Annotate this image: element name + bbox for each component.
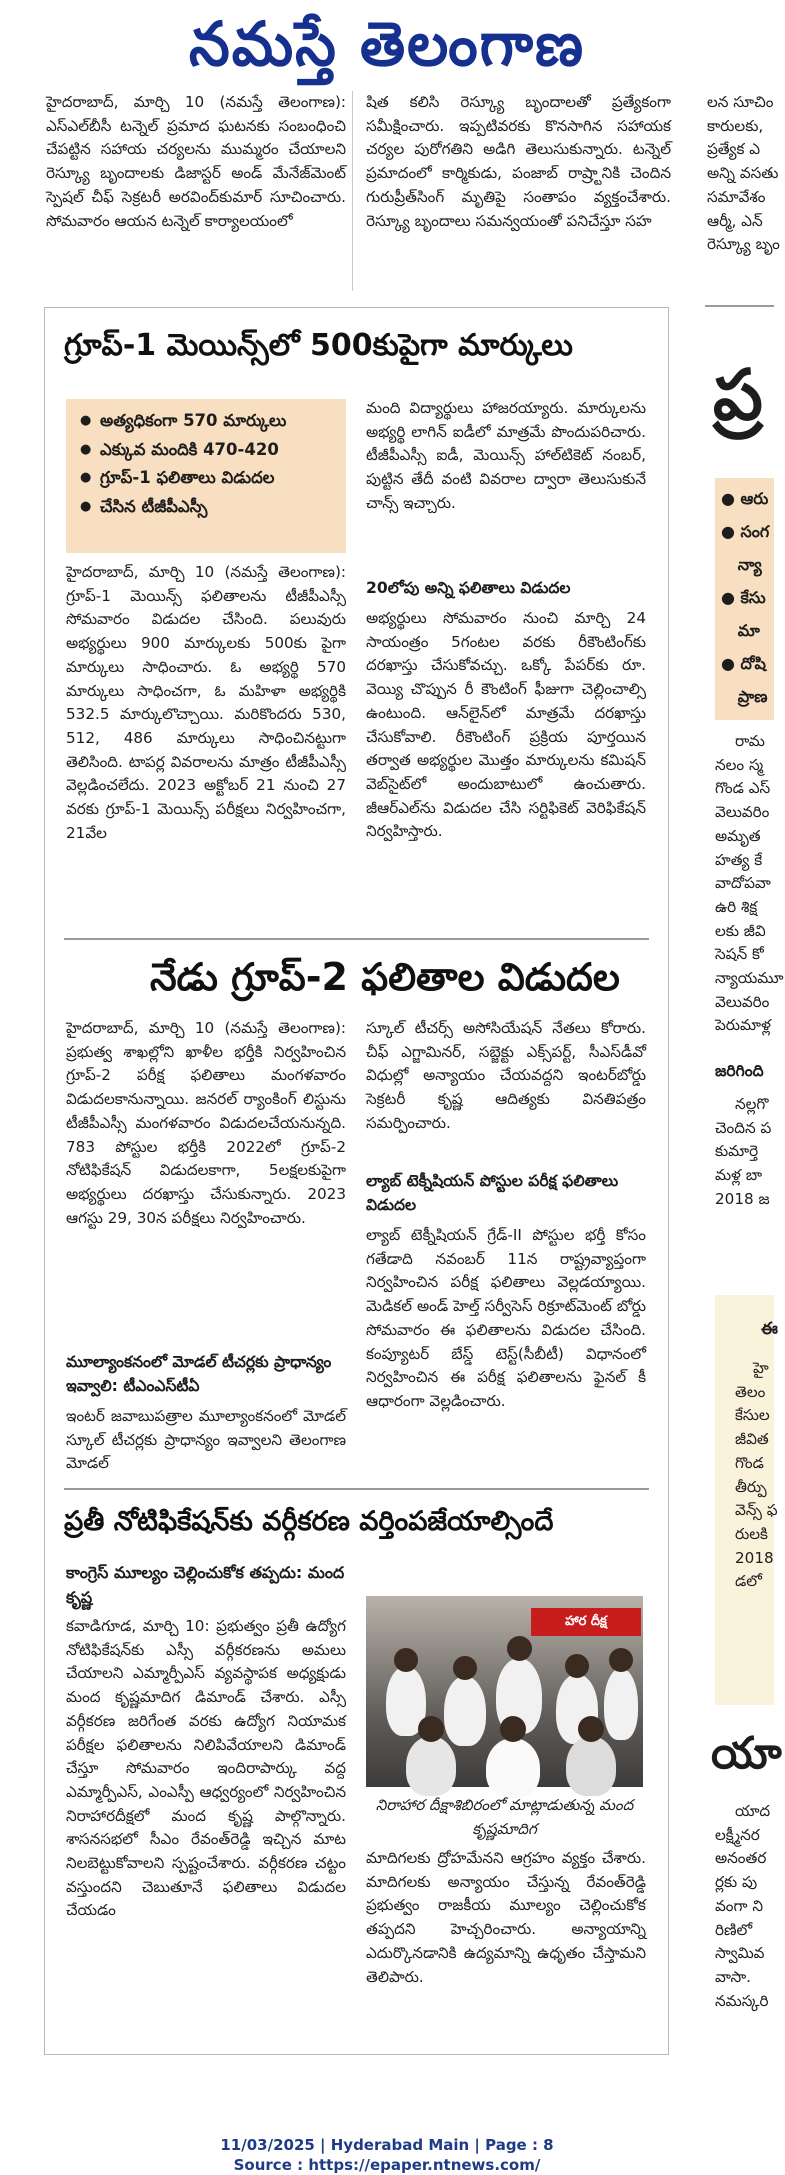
text-fragment: కుమార్తె [715,1142,759,1161]
article1-col2: మంది విద్యార్థులు హాజరయ్యారు. మార్కులను అభ్యర్థి లాగిన్ ఐడీలో మాత్రమే పొందుపరిచారు. టీజీపీఎస్సీ ఐడీ, మెయిన్స్ హాల్‌టికెట్ నంబర్, పుట్టిన తేదీ వంటి వివరాల ద్వారా తెలుసుకునే చాన్స్ ఇచ్చారు. [366,399,646,512]
box-title: ఈ [761,1319,778,1339]
text-fragment: అనంతర [715,1849,767,1868]
article1-headline: గ్రూప్-1 మెయిన్స్‌లో 500కుపైగా మార్కులు [64,328,573,363]
person-figure [604,1668,638,1740]
right-cropped-column [705,0,784,2175]
person-head [453,1656,477,1680]
text-fragment: నమస్కరి [715,1991,769,2010]
person-figure [444,1676,486,1746]
article1-col2b: అభ్యర్థులు సోమవారం నుంచి మార్చి 24 సాయంత్రం 5గంటల వరకు రీకౌంటింగ్‌కు దరఖాస్తు చేసుకోవచ్చు. ఒక్కో పేపర్‌కు రూ. వెయ్యి చొప్పున రీ కౌంటింగ్ ఫీజుగా చెల్లించాల్సి ఉంటుంది. ఆన్‌లైన్‌లో మాత్రమే దరఖాస్తు చేసుకోవాలి. రీకౌంటింగ్ ప్రక్రియ పూర్తయిన తర్వాత అభ్యర్థుల మొత్తం మార్కులను కమిషన్ వెబ్‌సైట్‌లో అందుబాటులో ఉంచుతారు. జీఆర్‌ఎల్‌ను విడుదల చేసి సర్టిఫికెట్ వెరిఫికేషన్ నిర్వహిస్తారు. [366,609,646,841]
text-fragment: డలో [735,1572,762,1591]
article2-col1: హైదరాబాద్, మార్చి 10 (నమస్తే తెలంగాణ): ప్రభుత్వ శాఖల్లోని ఖాళీల భర్తీకి నిర్వహించిన గ్రూప్-2 పరీక్ష ఫలితాలు మంగళవారం విడుదలకానున్నాయి. జనరల్ ర్యాంకింగ్ లిస్టును టీజీపీఎస్సీ మంగళవారం విడుదలచేయనున్నది. 783 పోస్టుల భర్తీకి 2022లో గ్రూప్-2 నోటిఫికేషన్ విడుదలకాగా, 5లక్షలకుపైగా అభ్యర్థులు దరఖాస్తు చేసుకున్నారు. 2023 ఆగస్టు 29, 30న పరీక్షలు నిర్వహించారు. [66,1019,346,1227]
highlight-item: న్యా [737,555,762,574]
right-top-fragments [707,91,780,257]
newspaper-logo: నమస్తే తెలంగాణ [189,8,585,80]
text-fragment: యాద [735,1802,771,1820]
article-divider [64,1488,649,1490]
text-fragment: ఆర్మీ, ఎన్ [707,211,763,230]
text-fragment: వంగా ని [715,1896,763,1915]
article3-col1: కవాడిగూడ, మార్చి 10: ప్రభుత్వం ప్రతీ ఉద్యోగ నోటిఫికేషన్‌కు ఎస్సీ వర్గీకరణను అమలు చేయాలని ఎమ్మార్పీఎస్ వ్యవస్థాపక అధ్యక్షుడు మంద కృష్ణమాదిగ డిమాండ్ చేశారు. ఎస్సీ వర్గీకరణ జరిగేంత వరకు ఉద్యోగ నియామక పరీక్షల ఫలితాలను నిలిపివేయాలని డిమాండ్ చేస్తూ సోమవారం ఇందిరాపార్కు వద్ద ఎమ్మార్పీఎస్, ఎంఎస్పీ ఆధ్వర్యంలో నిర్వహించిన నిరాహారదీక్షలో మంద కృష్ణ పాల్గొన్నారు. శాసనసభలో సీఎం రేవంత్‌రెడ్డి ఇచ్చిన మాట నిలబెట్టుకోవాలని స్పష్టంచేశారు. వర్గీకరణ చట్టం వస్తుందని చెబుతూనే ఫలితాలు విడుదల చేయడం [66,1617,346,1920]
highlight-item: ● కేసు [721,588,766,607]
highlight-item: ● సంగ [721,522,770,541]
text-fragment: కేసుల [735,1406,770,1425]
text-fragment: 2018 జ [715,1189,770,1208]
text-fragment: నల్లగొ [735,1095,769,1113]
article3-col2: మాదిగలకు ద్రోహమేనని ఆగ్రహం వ్యక్తం చేశారు. మాదిగలకు అన్యాయం చేస్తున్న రేవంత్‌రెడ్డి ప్రభుత్వం రాజకీయ మూల్యం చెల్లించుకోక తప్పదని హెచ్చరించారు. అన్యాయాన్ని ఎదుర్కొనడానికి ఉద్యమాన్ని ఉధృతం చేస్తామని తెలిపారు. [366,1849,646,1986]
text-fragment: వాసా. [715,1967,751,1986]
text-fragment: రెస్క్యూ బృం [707,235,780,254]
right-highlights [715,478,774,720]
text-fragment: చెందిన ప [715,1118,772,1137]
highlight-item: మా [737,621,760,640]
right-glyph-headline: యా [711,1728,782,1779]
highlight-item: ● అత్యధికంగా 570 మార్కులు [80,407,336,436]
text-fragment: వెలువరిం [715,803,770,822]
article1-col1: హైదరాబాద్, మార్చి 10 (నమస్తే తెలంగాణ): గ్రూప్-1 మెయిన్స్ ఫలితాలను టీజీపీఎస్సీ సోమవారం విడుదల చేసింది. పలువురు అభ్యర్థులు 900 మార్కులకు 500కు పైగా మార్కులు సాధించారు. ఓ అభ్యర్థి 570 మార్కులు సాధించగా, ఓ మహిళా అభ్యర్థికి 532.5 మార్కులొచ్చాయి. మరికొందరు 530, 512, 486 మార్కులు సాధించినట్టుగా తెలిసింది. టాపర్ల వివరాలను మాత్రం టీజీపీఎస్సీ వెల్లడించలేదు. 2023 అక్టోబర్ 21 నుంచి 27 వరకు గ్రూప్-1 మెయిన్స్ పరీక్షలు నిర్వహించగా, 21వేల [66,563,346,842]
person-figure [566,1736,616,1796]
text-fragment: అమృత [715,826,761,845]
person-figure [406,1736,456,1796]
article2-col2: స్కూల్ టీచర్స్ అసోసియేషన్ నేతలు కోరారు. చీఫ్ ఎగ్జామినర్, సబ్జెక్టు ఎక్స్‌పర్ట్, సీఎస్‌డీవో విధుల్లో అన్యాయం చేయవద్దని ఇంటర్‌బోర్డు సెక్రటరీ కృష్ణ ఆదిత్యకు వినతిపత్రం సమర్పించారు. [366,1019,646,1132]
text-fragment: మళ్ల బా [715,1166,762,1185]
text-fragment: కారులకు, [707,116,764,135]
column-rule [705,305,774,307]
text-fragment: స్వామివ [715,1944,765,1963]
text-fragment: వెన్స్ ఫ [735,1501,778,1520]
right-subhead: జరిగింది [715,1062,764,1080]
text-fragment: లన సూచిం [707,93,774,111]
source-link[interactable]: Source : https://epaper.ntnews.com/ [233,2156,541,2174]
text-fragment: హై [753,1359,769,1377]
text-fragment: ఉరి శిక్ష [715,897,758,916]
highlight-item: ● ఎక్కువ మందికి 470-420 [80,436,336,465]
article-divider [64,938,649,940]
article1-highlights [66,399,346,553]
person-head [394,1648,418,1672]
person-head [507,1636,532,1661]
text-fragment: లకు జీవి [715,921,766,940]
text-fragment: న్యాయమూ [715,969,784,988]
person-head [500,1716,526,1742]
text-fragment: వెలువరిం [715,992,770,1011]
article2-subhead1: మూల్యాంకనంలో మోడల్ టీచర్లకు ప్రాధాన్యం ఇవ్వాలి: టీఎంఎస్‌టీఏ [66,1353,332,1395]
edition-info: 11/03/2025 | Hyderabad Main | Page : 8 [220,2136,554,2154]
article1-subhead: 20లోపు అన్ని ఫలితాలు విడుదల [366,579,571,597]
person-head [578,1716,604,1742]
right-glyph-headline: ప్ర [713,354,763,436]
text-fragment: ప్రత్యేక ఎ [707,140,761,159]
article2-headline: నేడు గ్రూప్-2 ఫలితాల విడుదల [150,955,620,999]
person-head [609,1648,633,1672]
right-mid-fragments [715,730,784,1038]
text-fragment: జీవిత [735,1430,769,1449]
text-fragment: రిణిలో [715,1920,753,1939]
text-fragment: రులకి [735,1524,768,1543]
text-fragment: వాదోపవా [715,874,771,893]
article3-subhead: కాంగ్రెస్ మూల్యం చెల్లించుకోక తప్పదు: మంద కృష్ణ [66,1563,345,1607]
text-fragment: లక్ష్మీనర [715,1825,760,1844]
text-fragment: హత్య కే [715,850,763,869]
photo-banner: హార దీక్ష [531,1608,641,1636]
right-bottom-fragments [715,1800,774,2013]
highlight-item: ● చేసిన టీజీపీఎస్సీ [80,493,336,522]
text-fragment: సమావేశం [707,187,766,206]
highlight-item: ప్రాణ [737,687,768,706]
article2-col2b: ల్యాబ్ టెక్నీషియన్ గ్రేడ్-II పోస్టుల భర్తీ కోసం గతేడాది నవంబర్ 11న రాష్ట్రవ్యాప్తంగా నిర్వహించిన పరీక్ష ఫలితాలు వెల్లడయ్యాయి. మెడికల్ అండ్ హెల్త్ సర్వీసెస్ రిక్రూట్‌మెంట్ బోర్డు సోమవారం ఈ ఫలితాలను విడుదల చేసింది. కంప్యూటర్ బేస్డ్ టెస్ట్(సీబీటీ) విధానంలో నిర్వహించిన ఈ పరీక్ష ఫలితాలను ఫైనల్ కీ ఆధారంగా వెల్లడించారు. [366,1226,646,1410]
right-boxed-story [715,1295,778,1705]
person-head [418,1716,444,1742]
photo-caption: నిరాహార దీక్షాశిబిరంలో మాట్లాడుతున్న మంద కృష్ణమాదిగ [375,1796,634,1838]
text-fragment: పెరుమాళ్ల [715,1016,771,1035]
highlight-item: ● ఆరు [721,489,769,508]
top-story-col2: షిత కలిసి రెస్క్యూ బృందాలతో ప్రత్యేకంగా సమీక్షించారు. ఇప్పటివరకు కొనసాగిన సహాయక చర్యల పురోగతిని అడిగి తెలుసుకున్నారు. టన్నెల్ ప్రమాదంలో కార్మికుడు, పంజాబ్ రాష్ర్టానికి చెందిన గురుప్రీత్‌సింగ్ మృతిపై సంతాపం వ్యక్తంచేశారు. రెస్క్యూ బృందాలు సమన్వయంతో పనిచేస్తూ సహ [366,93,671,230]
text-fragment: రామ [735,732,765,750]
person-head [565,1654,589,1678]
text-fragment: తీర్పు [735,1477,767,1496]
text-fragment: తెలం [735,1382,766,1401]
text-fragment: సెషన్ కో [715,945,764,964]
highlight-item: ● గ్రూప్-1 ఫలితాలు విడుదల [80,464,336,493]
text-fragment: అన్ని వసతు [707,164,779,183]
page-footer [0,2135,774,2175]
text-fragment: ర్లకు పు [715,1873,758,1892]
top-story-col1: హైదరాబాద్, మార్చి 10 (నమస్తే తెలంగాణ): ఎస్‌ఎల్‌బీసీ టన్నెల్ ప్రమాద ఘటనకు సంబంధించి చేపట్టిన సహాయ చర్యలను ముమ్మరం చేయాలని రెస్క్యూ బృందాలకు డిజాస్టర్ అండ్ మేనేజ్‌మెంట్ స్పెషల్ చీఫ్ సెక్రటరీ అరవింద్‌కుమార్ సూచించారు. సోమవారం ఆయన టన్నెల్ కార్యాలయంలో [46,93,346,230]
box-fragments [735,1357,785,1594]
masthead [0,0,774,88]
news-photo [366,1596,643,1787]
text-fragment: గొండ ఎస్ [715,779,771,798]
column-rule [352,91,353,291]
right-mid2-fragments [715,1093,774,1212]
highlight-item: ● దోషి [721,654,766,673]
article3-headline: ప్రతీ నోటిఫికేషన్‌కు వర్గీకరణ వర్తింపజేయాల్సిందే [64,1506,554,1537]
text-fragment: గొండ [735,1453,764,1472]
article2-subhead2: ల్యాబ్ టెక్నీషియన్ పోస్టుల పరీక్ష ఫలితాలు విడుదల [366,1172,619,1214]
person-figure [486,1738,540,1798]
text-fragment: 2018 [735,1548,774,1567]
text-fragment: నలం స్మ [715,755,764,774]
article2-col1b: ఇంటర్ జవాబుపత్రాల మూల్యాంకనంలో మోడల్ స్కూల్ టీచర్లకు ప్రాధాన్యం ఇవ్వాలని తెలంగాణ మోడల్ [66,1407,346,1473]
